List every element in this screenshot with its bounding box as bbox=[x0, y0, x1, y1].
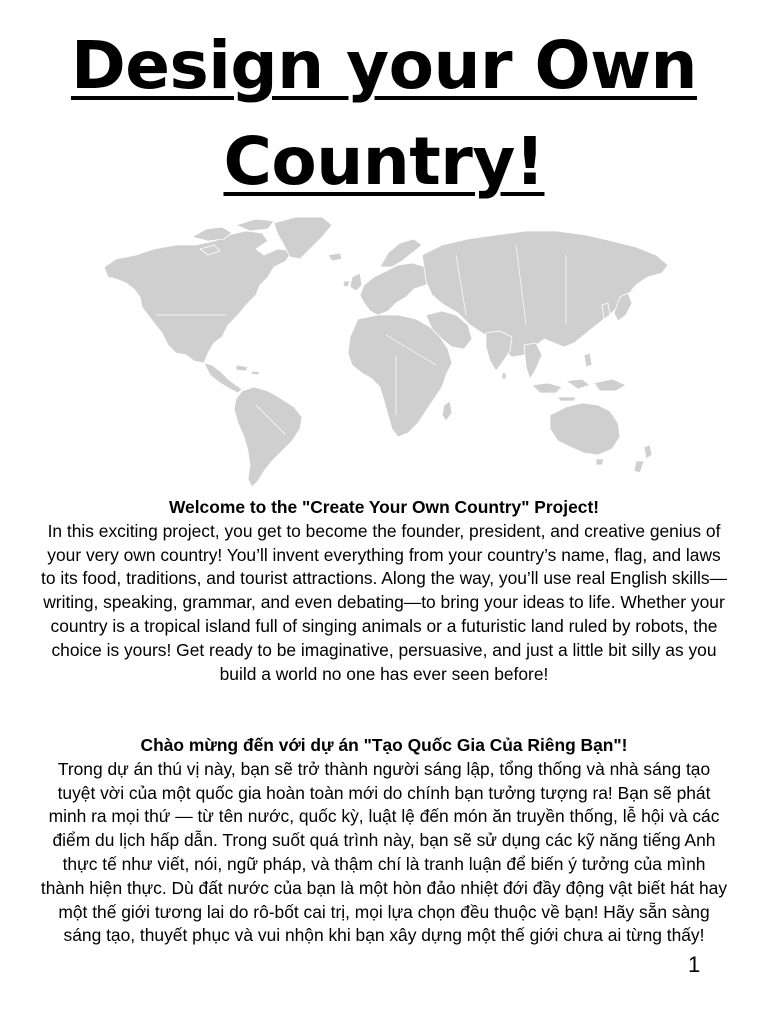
english-body: In this exciting project, you get to become the founder, president, and creative genius of your very own country! You’ll invent everything from your country’s name, flag, and laws to its food, traditions, and tourist attractions. Along the way, you’ll use real English skills—writing, speaking, grammar, and even debating—to bring your ideas to life. Whether your country is a tropical island full of singing animals or a futuristic land ruled by robots, the choice is yours! Get ready to be imaginative, persuasive, and just a little bit silly as you build a world no one has ever seen before! bbox=[41, 520, 727, 684]
south-america-shape bbox=[234, 387, 302, 487]
indonesia-shape bbox=[532, 383, 562, 393]
vietnamese-heading: Chào mừng đến với dự án "Tạo Quốc Gia Của Riêng Bạn"! bbox=[140, 735, 628, 755]
page-number: 1 bbox=[688, 952, 701, 977]
india-shape bbox=[486, 331, 512, 371]
north-america-shape bbox=[104, 231, 292, 363]
page-title: Design your Own Country! bbox=[70, 27, 698, 200]
world-map-image bbox=[96, 215, 676, 490]
scandinavia-shape bbox=[380, 239, 422, 267]
vietnamese-body: Trong dự án thú vị này, bạn sẽ trở thành người sáng lập, tổng thống và nhà sáng tạo tuyệt vời của một quốc gia hoàn toàn mới do chính bạn tưởng tượng ra! Bạn sẽ phát minh ra mọi thứ — từ tên nước, quốc kỳ, luật lệ đến món ăn truyền thống, lễ hội và các điểm du lịch hấp dẫn. Trong suốt quá trình này, bạn sẽ sử dụng các kỹ năng tiếng Anh thực tế như viết, nói, ngữ pháp, và thậm chí là tranh luận để biến ý tưởng của mình thành hiện thực. Dù đất nước của bạn là một hòn đảo nhiệt đới đầy động vật biết hát hay một thế giới tương lai do rô-bốt cai trị, mọi lựa chọn đều thuộc về bạn! Hãy sẵn sàng sáng tạo, thuyết phục và vui nhộn khi bạn xây dựng một thế giới chưa ai từng thấy! bbox=[40, 758, 728, 946]
australia-shape bbox=[550, 403, 620, 455]
vietnamese-intro bbox=[40, 734, 728, 948]
new-zealand-shape bbox=[644, 445, 652, 459]
english-intro bbox=[40, 496, 728, 686]
europe-shape bbox=[360, 263, 432, 315]
english-heading: Welcome to the "Create Your Own Country" Project! bbox=[168, 497, 600, 517]
